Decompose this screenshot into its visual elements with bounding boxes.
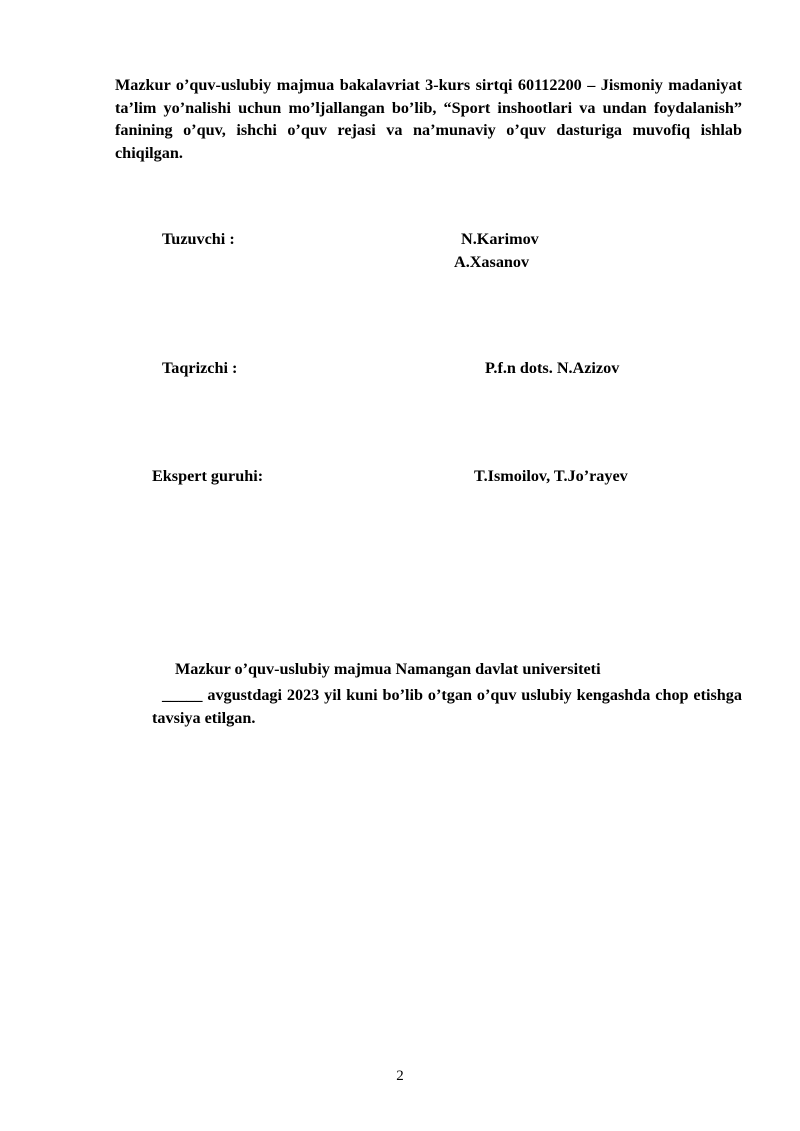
reviewer-label: Taqrizchi : [162, 359, 238, 377]
approval-line-2: _____ avgustdagi 2023 yil kuni bo’lib o’tgan o’quv uslubiy kengashda chop etishga tavsiya etilgan. [152, 686, 742, 727]
expert-group-label: Ekspert guruhi: [152, 467, 264, 485]
expert-group-names: T.Ismoilov, T.Jo’rayev [474, 467, 628, 485]
approval-line-1: Mazkur o’quv-uslubiy majmua Namangan davlat universiteti [175, 660, 601, 678]
compiler-name-1: N.Karimov [461, 230, 539, 248]
compiler-label: Tuzuvchi : [162, 230, 235, 248]
compiler-name-2: A.Xasanov [454, 253, 530, 271]
page-number: 2 [396, 1068, 404, 1084]
intro-paragraph: Mazkur o’quv-uslubiy majmua bakalavriat 3-kurs sirtqi 60112200 – Jismoniy madaniyat ta’lim yo’nalishi uchun mo’ljallangan bo’lib, “Sport inshootlari va undan foydalanish” fanining o’quv, ishchi o’quv rejasi va na’munaviy o’quv dasturiga muvofiq ishlab chiqilgan. [115, 76, 742, 162]
reviewer-name: P.f.n dots. N.Azizov [485, 359, 620, 377]
